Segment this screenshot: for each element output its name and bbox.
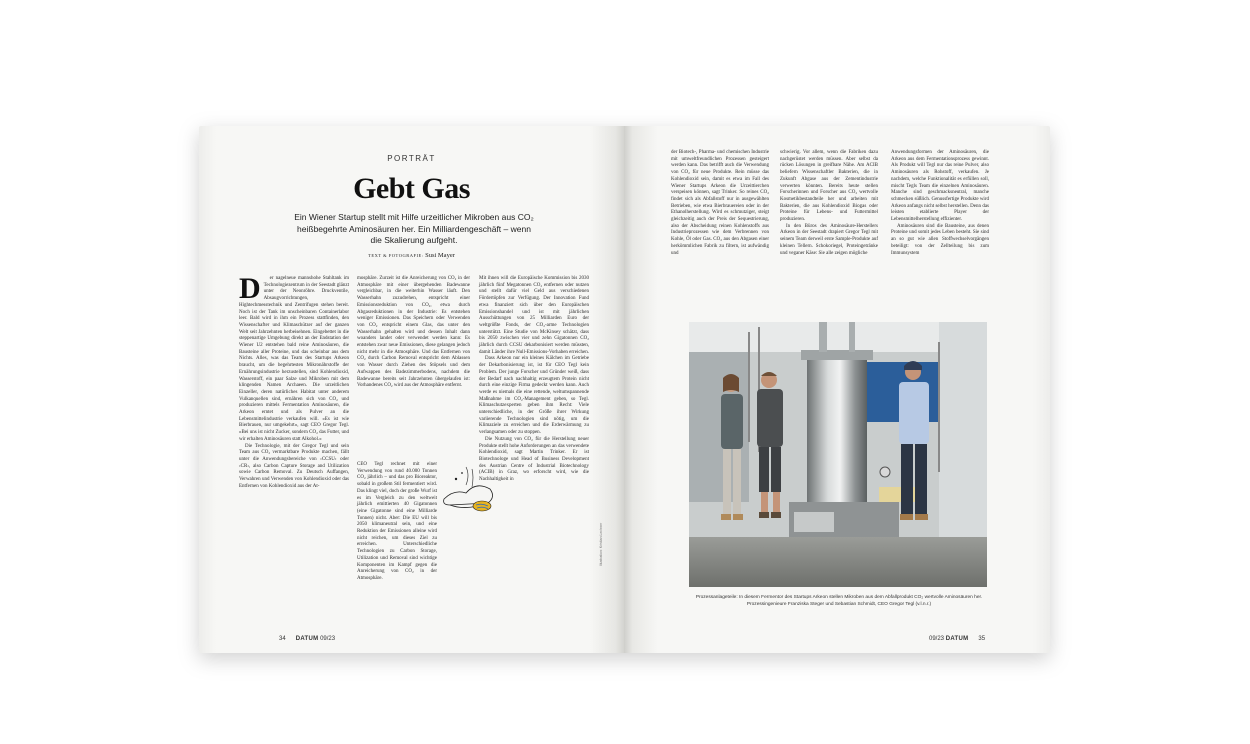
folio-issue: 09/23 bbox=[320, 636, 336, 642]
section-kicker: PORTRÄT bbox=[387, 154, 436, 163]
paragraph: er nagelneue mannshohe Stahltank im Technologiezentrum in der Seestadt glänzt unter der Neonröhre. Druckventile, Absaugvorrichtungen, Hightechmesstechnik und Zentrifugen stehen bereit. Noch ist der Tank im unscheinbaren Containerlabor leer. Bald wird in ihm ein Prozess stattfinden, den Wissenschafter und Klimaschützer auf der ganzen Welt seit Jahrzehnten herbeisehnen. Eingebettet in die steppenartige Umgebung direkt an der Endstation der Wiener U2 entstehen bald reine Aminosäuren, die Bausteine aller Proteine, und das scheinbar aus dem Nichts. Alles, was das Team des Startups Arkeon braucht, um die begehrtesten Mikronährstoffe der Ernährungsindustrie herzustellen, sind Kohlendioxid, Wasserstoff, ein paar Salze und Mikroben mit dem klingenden Namen Archaeen. Die urzeitlichen Einzeller, deren natürliches Habitat unter anderem Vulkanquellen sind, ernähren sich von CO₂ und produzieren mittels Fermentation Aminosäuren, die Arkeon erntet und als Pulver an die Lebensmittelindustrie verkaufen will. »Es ist wie Bierbrauen, nur umgekehrt«, sagt CEO Gregor Tegl. »Bei uns ist nicht Zucker, sondern CO₂ das Futter, und wir erhalten Aminosäuren statt Alkohol.« bbox=[239, 276, 349, 442]
text-column-3 bbox=[479, 276, 589, 631]
right-page bbox=[624, 126, 1050, 653]
text-column-2 bbox=[780, 150, 878, 312]
text-column-1 bbox=[239, 272, 349, 626]
page-number: 35 bbox=[978, 636, 986, 642]
article-headline: Gebt Gas bbox=[353, 172, 470, 205]
paragraph: CEO Tegl rechnet mit einer Verwendung von rund 40.000 Tonnen CO₂ jährlich – und das pro Bioreaktor, sobald in großem Stil fermentiert wird. Das klingt viel, doch der große Wurf ist es im Vergleich zu den weltweit jährlich emittierten 40 Gigatonnen (eine Gigatonne sind eine Milliarde Tonnen) nicht. Aber: Die EU will bis 2050 klimaneutral sein, und eine Reduktion der Emissionen alleine wird nicht reichen, um dieses Ziel zu erreichen. Unterschiedliche Technologien zu Carbon Storage, Utilization und Removal sind wichtige Komponenten im Kampf gegen die Anreicherung von CO₂ in der Atmosphäre. bbox=[357, 462, 437, 581]
text-column-1 bbox=[671, 150, 769, 312]
left-page bbox=[199, 126, 624, 653]
paragraph: Mit ihnen will die Europäische Kommission bis 2030 jährlich fünf Megatonnen CO₂ entfernen oder nutzen und stellt dafür viel Geld aus verschiedenen Fördertöpfen zur Verfügung. Der Innovation Fund etwa finanziert sich über den Europäischen Emissionshandel und ist mit jährlichen Ausschüttungen von 25 Milliarden Euro der weltgrößte Fonds, der CO₂-arme Technologien unterstützt. Eine Studie von McKinsey schätzt, dass bis 2050 zwischen vier und zehn Gigatonnen CO₂ jährlich durch CCSU dekarbonisiert werden müssten, damit Länder ihre Null-Emissions-Vorhaben erreichen. bbox=[479, 276, 590, 355]
folio-left bbox=[279, 636, 335, 642]
paragraph: Die Nutzung von CO₂ für die Herstellung neuer Produkte stellt hohe Anforderungen an das verwendete Kohlendioxid, sagt Martin Trinker. Er ist Biotechnologe und Head of Business Development des Austrian Centre of Industrial Biotechnology (ACIB) in Graz, wo erforscht wird, wie die Nachhaltigkeit in bbox=[479, 436, 589, 483]
folio-brand: DATUM bbox=[945, 636, 969, 642]
folio-right bbox=[929, 636, 985, 642]
photo-credit: Illustration: Kristian Lechner bbox=[599, 522, 603, 566]
lab-photo-image bbox=[689, 322, 987, 587]
text-column-2 bbox=[357, 276, 470, 459]
text-column-3 bbox=[891, 150, 989, 312]
folio-issue: 09/23 bbox=[929, 636, 945, 642]
byline-label: TEXT & FOTOGRAFIE: bbox=[368, 253, 424, 258]
paragraph: Die Technologie, mit der Gregor Tegl und sein Team aus CO₂ vermarktbare Produkte machen, fällt unter die Anwendungsbereiche von ›CCSU‹ oder ›CR‹, also Carbon Capture Storage and Utilization sowie Carbon Removal. Zu Deutsch Auffangen, Verwahren und Verwenden von Kohlendioxid oder das Entfernen von Kohlendioxid aus der At- bbox=[239, 443, 349, 489]
byline bbox=[199, 252, 624, 259]
drop-cap: D bbox=[239, 272, 261, 305]
byline-name: Susi Mayer bbox=[425, 252, 455, 259]
paragraph: Anwendungsformen der Aminosäuren, die Arkeon aus dem Fermentationsprozess gewinnt. Als Produkt will Tegl nur das reine Pulver, also Aminosäuren als Rohstoff, verkaufen. Je nachdem, welche Funktionalität es erfüllen soll, mischt Tegls Team die einzelnen Aminosäuren. Manche sind geschmacksneutral, manche schmecken süßlich. Genussfertige Produkte wird Arkeon anfangs nicht selbst herstellen. Denn das leisten etablierte Player der Lebensmittelherstellung effizienter. bbox=[891, 150, 989, 223]
paragraph: Aminosäuren sind die Bausteine, aus denen Proteine und somit jedes Leben besteht. Sie sind an so gut wie allen Stoffwechselvorgängen beteiligt: von der Zellteilung bis zum Immunsystem bbox=[891, 223, 989, 256]
folio-brand: DATUM bbox=[295, 636, 319, 642]
paragraph: In den Büros des Aminosäure-Herstellers Arkeon in der Seestadt drapiert Gregor Tegl mit seinem Team derweil erste Sample-Produkte auf kleinen Tellern. Schokoriegel, Proteingetränke und veganer Käse: Sie alle zeigen mögliche bbox=[780, 223, 878, 256]
magazine-spread bbox=[199, 126, 1050, 653]
paragraph: mosphäre. Zurzeit ist die Anreicherung von CO₂ in der Atmosphäre mit einer übergehenden Badewanne vergleichbar, in die weiterhin Wasser läuft. Den Wasserhahn zuzudrehen, entspricht einer Emissionsreduktion von CO₂, etwa durch Abgasreduktionen in der Industrie: Es entstehen weniger Emissionen. Das Speichern oder Verwenden von CO₂ entspricht einem Glas, das unter den Wasserhahn gehalten wird und dessen Inhalt dann woanders landet oder verwendet werden kann: Es entstehen zwar neue Emissionen, diese gelangen jedoch nicht mehr in die Atmosphäre. Und das Entfernen von CO₂ durch Carbon Removal entspricht dem Ablassen von Wasser durch Ziehen des Stöpsels und dem Aufwappen des Badezimmerbodens, nachdem die Badewanne bereits seit Jahrzehnten übergelaufen ist: Vorhandenes CO₂ wird aus der Atmosphäre entfernt. bbox=[357, 276, 470, 389]
paragraph: der Biotech-, Pharma- und chemischen Industrie mit umweltfreundlichen Prozessen gesteigert werden kann. Das betrifft auch die Verwendung von CO₂ für neue Produkte. Rein müsse das Kohlendioxid sein, damit es etwa im Fall des Wiener Startups Arkeon die Urzeittierchen verspeisen können, sagt Trinker. So reines CO₂ findet sich als Abfallstoff nur in ausgewählten Betrieben, wie etwa Bierbrauereien oder in der Ethanolherstellung. Wird es schmutziger, steigt gleichzeitig auch der Preis der Sequestrierung, also der Abscheidung reinen Kohlenstoffs aus Industrieprozessen wie dem Verbrennen von Kohle, Öl oder Gas. CO₂ aus den Abgasen einer herkömmlichen Fabrik zu filtern, ist aufwändig und bbox=[671, 150, 769, 256]
paragraph: schwierig. Vor allem, wenn die Fabriken dazu nachgerüstet werden müssen. Aber selbst da rücken Lösungen in greifbare Nähe. Am ACIB beliefern Wissenschaftler Bakterien, die in Zukunft Abgase aus der Zementindustrie verwerten könnten. Bereits heute stellen Forscherinnen und Forscher aus CO₂ wertvolle Kosmetikbestandteile her und arbeiten mit Bakterien, die aus Kohlendioxid Biogas oder Proteine für Lebens- und Futtermittel produzieren. bbox=[780, 150, 878, 223]
text-column-2-wrap bbox=[357, 462, 437, 581]
page-number: 34 bbox=[279, 636, 286, 642]
text-column-2-cont bbox=[357, 516, 470, 628]
lab-photo bbox=[689, 322, 987, 587]
paragraph: Dass Arkeon nur ein kleines Kälchen im Getriebe der Dekarbonisierung ist, ist für CEO Tegl kein Problem. Der junge Forscher und Gründer weiß, dass der Bedarf nach nachhaltig erzeugtem Protein nicht durch eine einzige Firma gedeckt werden kann. Auch werde es niemals die eine rettende, weltumspannende Maßnahme im CO₂-Management geben, so Tegl. Klimaschutzexperten geben ihm Recht: Viele unterschiedliche, in der Größe ihrer Wirkung variierende Technologien sind nötig, um die Klimaziele zu erreichen und die Erderwärmung zu verlangsamen oder zu stoppen. bbox=[479, 356, 589, 436]
photo-caption: Prozessanlageteile: In diesem Fermentor des Startups Arkeon stellen Mikroben aus dem Abfallprodukt CO₂ wertvolle Aminosäuren her. Prozessingenieure Franziska Steger und Sebastian Schmidt, CEO Gregor Tegl (v.l.n.r.) bbox=[695, 595, 983, 607]
article-deck: Ein Wiener Startup stellt mit Hilfe urzeitlicher Mikroben aus CO₂ heißbegehrte Aminosäuren her. Ein Milliardengeschäft – wenn die Skalierung aufgeht. bbox=[294, 212, 534, 245]
